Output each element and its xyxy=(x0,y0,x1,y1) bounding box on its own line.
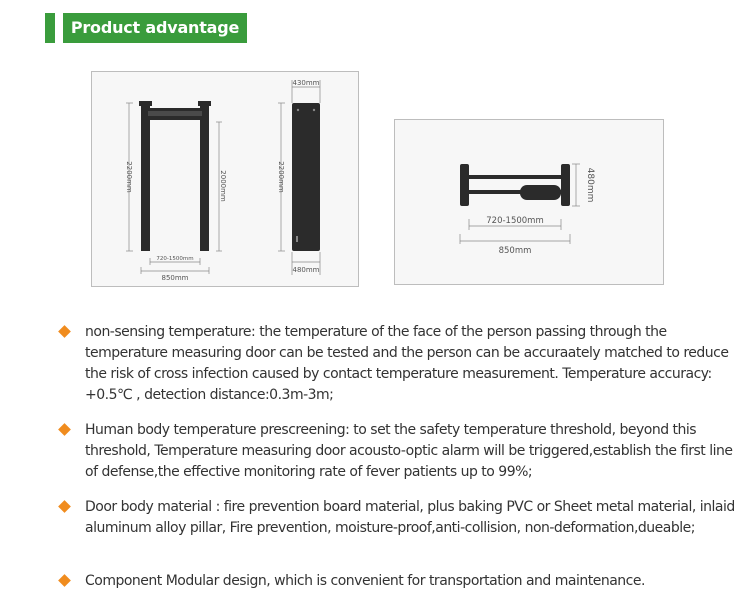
side-depth-bottom-label: 480mm xyxy=(292,266,320,274)
top-depth-label: 480mm xyxy=(585,167,595,203)
front-width-outer-label: 850mm xyxy=(161,274,189,282)
feature-text: Human body temperature prescreening: to set the safety temperature threshold, beyond this threshold, Temperature measuring door acousto-optic alarm will be triggered,establish the first line of defense,the effective monitoring rate of fever patients up to 99%; xyxy=(85,422,733,480)
feature-text: non-sensing temperature: the temperature of the face of the person passing through the temperature measuring door can be tested and the person can be accuraately matched to reduce the risk of cross infection caused by contact temperature measurement. Temperature accuracy: +0.5℃ , detection distance:0.3m-3m; xyxy=(85,324,729,403)
side-height-label: 2200mm xyxy=(277,161,285,193)
front-height-inner-label: 2000mm xyxy=(219,170,227,202)
feature-text: Component Modular design, which is convenient for transportation and maintenance. xyxy=(85,573,645,589)
section-title: Product advantage xyxy=(63,13,247,43)
feature-text: Door body material : fire prevention board material, plus baking PVC or Sheet metal material, inlaid aluminum alloy pillar, Fire prevention, moisture-proof,anti-collision, non-deformation,dueable; xyxy=(85,499,735,536)
front-width-inner-label: 720-1500mm xyxy=(156,256,194,262)
top-view-drawing xyxy=(460,164,580,244)
top-width-inner-label: 720-1500mm xyxy=(486,216,544,226)
top-width-outer-label: 850mm xyxy=(498,246,532,256)
side-depth-top-label: 430mm xyxy=(292,79,320,87)
front-view-drawing xyxy=(126,101,222,274)
front-height-outer-label: 2200mm xyxy=(125,161,133,193)
